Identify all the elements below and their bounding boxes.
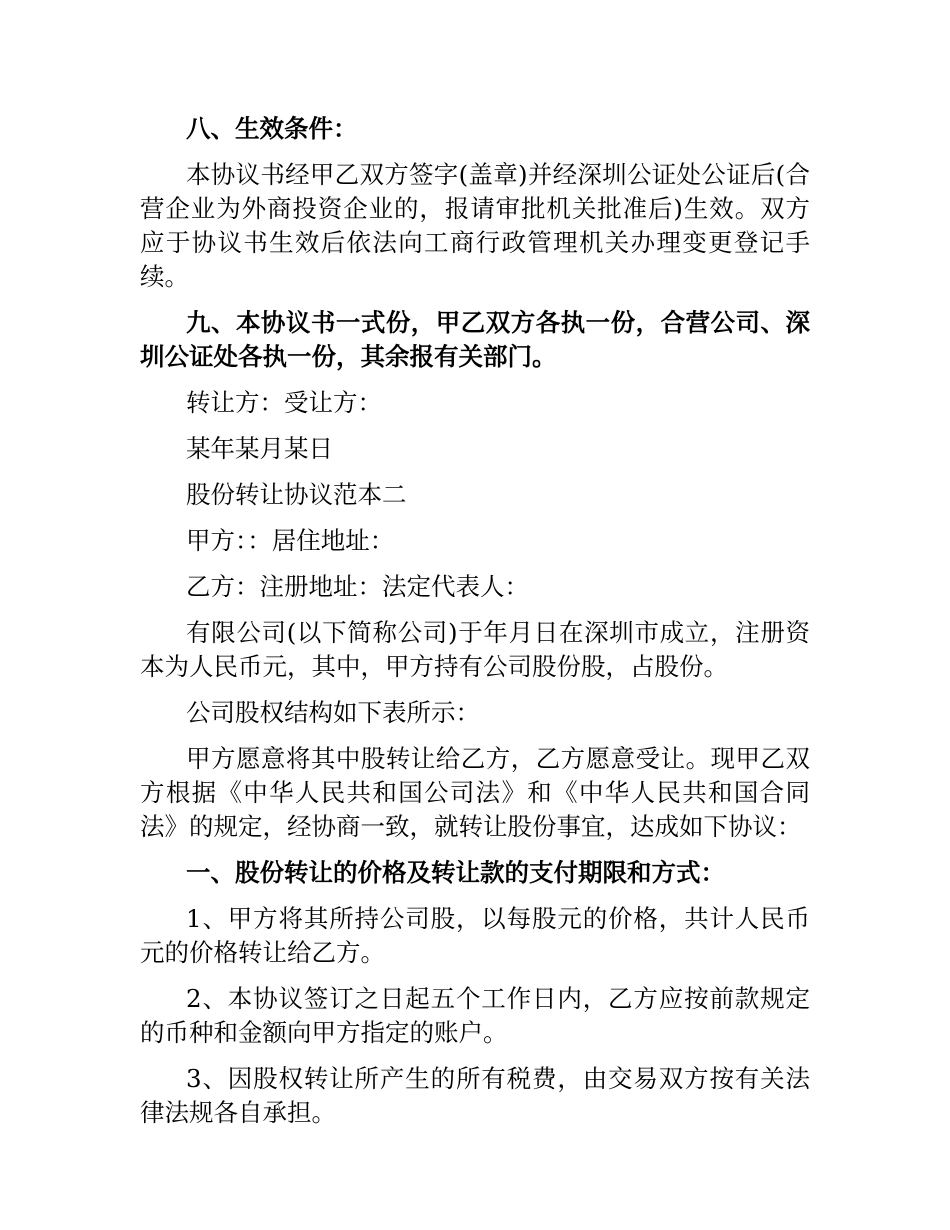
document-body: [140, 112, 810, 1142]
paragraph-equity-structure: 公司股权结构如下表所示：: [186, 698, 480, 727]
paragraph-date-line: 某年某月某日: [186, 434, 333, 463]
paragraph-clause-2: 2、本协议签订之日起五个工作日内，乙方应按前款规定的币种和金额向甲方指定的账户。: [140, 984, 810, 1047]
paragraph-effective-conditions-body: 本协议书经甲乙双方签字(盖章)并经深圳公证处公证后(合营企业为外商投资企业的，报请审批机关批准后)生效。双方应于协议书生效后依法向工商行政管理机关办理变更登记手续。: [140, 160, 810, 291]
paragraph-transfer-intent: 甲方愿意将其中股转让给乙方，乙方愿意受让。现甲乙双方根据《中华人民共和国公司法》和《中华人民共和国合同法》的规定，经协商一致，就转让股份事宜，达成如下协议：: [140, 744, 810, 841]
paragraph-company-intro: 有限公司(以下简称公司)于年月日在深圳市成立，注册资本为人民币元，其中，甲方持有公司股份股，占股份。: [140, 618, 810, 681]
paragraph-clause-3: 3、因股权转让所产生的所有税费，由交易双方按有关法律法规各自承担。: [140, 1064, 810, 1127]
paragraph-signature-parties: 转让方：受让方：: [186, 388, 382, 417]
section-heading-copies: 九、本协议书一式份，甲乙双方各执一份，合营公司、深圳公证处各执一份，其余报有关部门。: [140, 308, 810, 371]
paragraph-clause-1: 1、甲方将其所持公司股，以每股元的价格，共计人民币元的价格转让给乙方。: [140, 904, 810, 967]
paragraph-template-title: 股份转让协议范本二: [186, 480, 407, 509]
section-heading-price-and-payment: 一、股份转让的价格及转让款的支付期限和方式：: [186, 858, 725, 887]
paragraph-party-a: 甲方：：居住地址：: [186, 526, 395, 555]
paragraph-party-b: 乙方：注册地址：法定代表人：: [186, 572, 529, 601]
section-heading-effective-conditions: 八、生效条件：: [186, 114, 358, 143]
